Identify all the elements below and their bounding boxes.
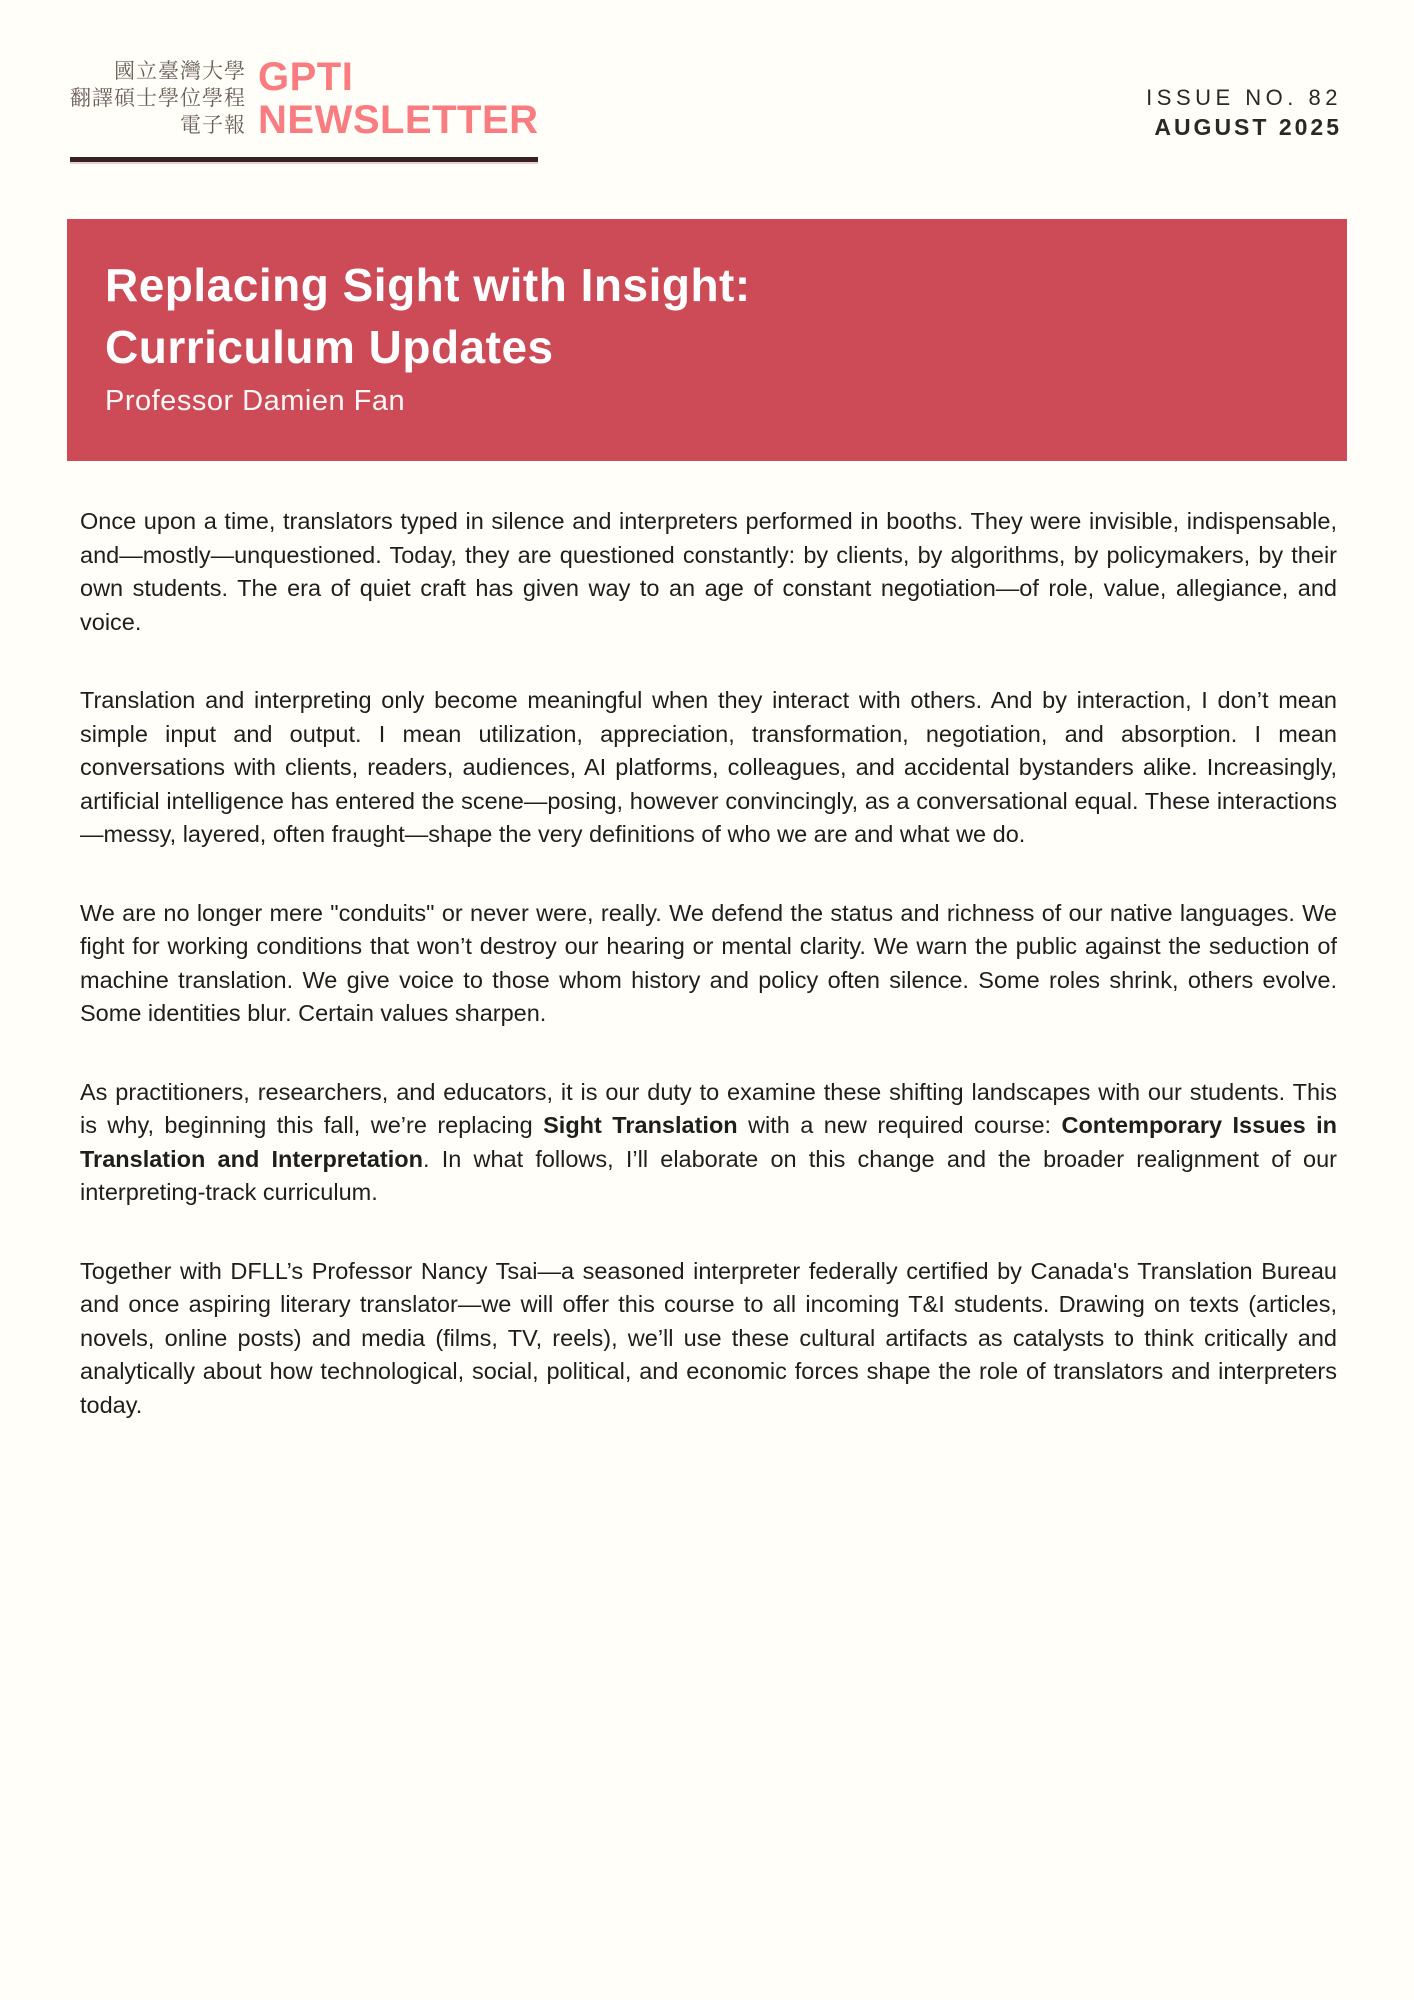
article-title-line-2: Curriculum Updates [105,321,554,373]
paragraph-text: We are no longer mere "conduits" or never were, really. We defend the status and richness of our native languages. We fight for working conditions that won’t destroy our hearing or mental clarity. We warn the public against the seduction of machine translation. We give voice to those whom history and policy often silence. Some roles shrink, others evolve. Some identities blur. Certain values sharpen. [80,899,1337,1026]
paragraph-text: Once upon a time, translators typed in silence and interpreters performed in booths. They were invisible, indispensable, and—mostly—unquestioned. Today, they are questioned constantly: by clients, by algorithms, by policymakers, by their own students. The era of quiet craft has given way to an age of constant negotiation—of role, value, allegiance, and voice. [80,508,1337,635]
article-paragraph [80,897,1337,1031]
header-divider-rule [70,157,538,162]
article-paragraph [80,505,1337,639]
paragraph-text: Together with DFLL’s Professor Nancy Tsai—a seasoned interpreter federally certified by Canada's Translation Bureau and once aspiring literary translator—we will offer this course to all incoming T&I students. Drawing on texts (articles, novels, online posts) and media (films, TV, reels), we’ll use these cultural artifacts as catalysts to think critically and analytically about how technological, social, political, and economic forces shape the role of translators and interpreters today. [80,1257,1337,1418]
article-author: Professor Damien Fan [105,385,406,417]
logo-chinese-line-3: 電子報 [180,114,246,137]
article-paragraph [80,1255,1337,1423]
article-paragraph [80,1076,1337,1210]
emphasized-course-name: Contemporary Issues in Translation and Interpretation [80,1112,1337,1172]
article-title-banner [67,219,1347,461]
issue-date: AUGUST 2025 [1154,114,1342,140]
paragraph-text: Translation and interpreting only become meaningful when they interact with others. And by interaction, I don’t mean simple input and output. I mean utilization, appreciation, transformation, negotiation, and absorption. I mean conversations with clients, readers, audiences, AI platforms, colleagues, and accidental bystanders alike. Increasingly, artificial intelligence has entered the scene—posing, however convincingly, as a conversational equal. These interactions—messy, layered, often fraught—shape the very definitions of who we are and what we do. [80,687,1337,847]
newsletter-logo [70,56,539,162]
article-title [105,254,1307,378]
paragraph-text: . In what follows, I’ll elaborate on this change and the broader realignment of our interpreting-track curriculum. [80,1145,1337,1205]
article-title-line-1: Replacing Sight with Insight: [105,259,751,311]
logo-brand-line-2: NEWSLETTER [258,98,539,142]
issue-number: ISSUE NO. 82 [1146,85,1342,110]
paragraph-text: As practitioners, researchers, and educators, it is our duty to examine these shifting landscapes with our students. This is why, beginning this fall, we’re replacing [80,1078,1337,1138]
logo-chinese-text [70,58,246,142]
article-body [80,505,1337,1422]
emphasized-course-name: Sight Translation [543,1112,738,1138]
logo-chinese-line-2: 翻譯碩士學位學程 [70,87,246,110]
logo-brand-line-1: GPTI [258,55,354,99]
article-paragraph [80,684,1337,852]
logo-block [70,56,539,142]
page-header [0,0,1414,162]
logo-brand-wordmark [258,56,539,142]
logo-chinese-line-1: 國立臺灣大學 [114,60,246,83]
issue-info [1146,56,1342,142]
paragraph-text: with a new required course: [737,1112,1062,1138]
